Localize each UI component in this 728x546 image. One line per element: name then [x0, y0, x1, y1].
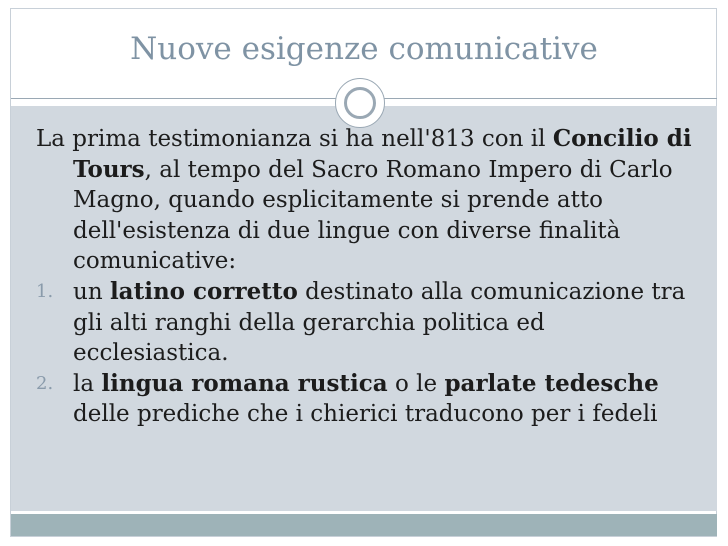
footer-bar [11, 514, 717, 536]
list-number: 1. [36, 280, 54, 302]
list-item [36, 369, 696, 430]
list-number: 2. [36, 372, 54, 394]
item-text-2: destinato alla comunicazione tra gli alti ranghi della gerarchia politica ed ecclesiastica. [73, 278, 686, 367]
intro-text-1: La prima testimonianza si ha nell'813 con il [36, 126, 553, 152]
item-bold-2: parlate tedesche [444, 369, 659, 397]
item-text-1: la [73, 370, 102, 397]
intro-text-2: , al tempo del Sacro Romano Impero di Carlo Magno, quando esplicitamente si prende atto dell'esistenza di due lingue con diverse finalità comunicative: [73, 156, 673, 275]
item-text-3: delle prediche che i chierici traducono per i fedeli [73, 401, 658, 428]
intro-bold-1: Concilio di Tours [73, 125, 692, 183]
intro-paragraph [36, 124, 696, 277]
item-text-1: un [73, 278, 110, 305]
item-text-2: o le [387, 370, 445, 397]
circle-ornament-icon [335, 78, 385, 128]
list-item [36, 277, 696, 369]
ring-icon [344, 87, 376, 119]
slide-body [36, 124, 696, 430]
slide-title: Nuove esigenze comunicative [130, 31, 598, 67]
item-bold-1: lingua romana rustica [101, 369, 388, 397]
item-bold-1: latino corretto [109, 277, 298, 305]
